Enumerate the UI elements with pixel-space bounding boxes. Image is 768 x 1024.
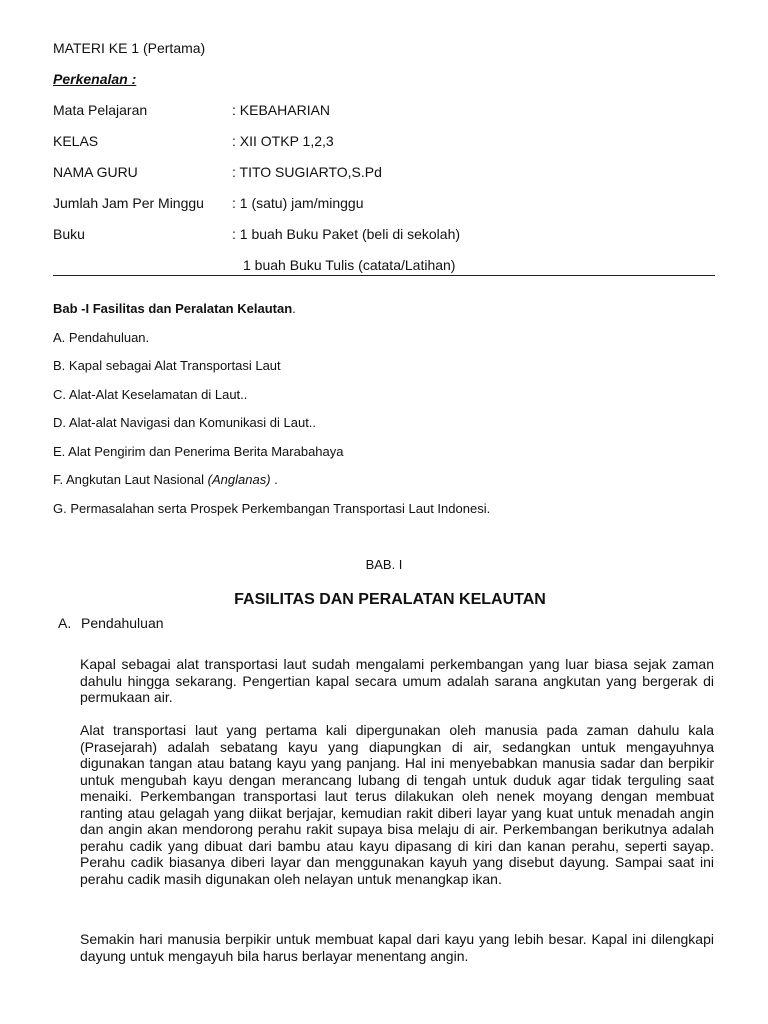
paragraph-1: Kapal sebagai alat transportasi laut sudah mengalami perkembangan yang luar biasa sejak zaman dahulu hingga sekarang. Pengertian kapal secara umum adalah sarana angkutan yang bergerak di permukaan air.: [80, 656, 714, 705]
toc-title-period: .: [292, 301, 296, 316]
toc-item-f-italic: (Anglanas): [207, 472, 271, 487]
info-value-buku-paket: : 1 buah Buku Paket (beli di sekolah): [232, 226, 461, 242]
toc-item-g: G. Permasalahan serta Prospek Perkembangan Transportasi Laut Indonesi.: [53, 501, 491, 516]
paragraph-3: Semakin hari manusia berpikir untuk membuat kapal dari kayu yang lebih besar. Kapal ini dilengkapi dayung untuk mengayuh bila harus berlayar menentang angin.: [80, 931, 714, 964]
toc-title-text: Bab -I Fasilitas dan Peralatan Kelautan: [53, 301, 293, 316]
toc-item: C. Alat-Alat Keselamatan di Laut..: [53, 387, 248, 402]
paragraph-2: Alat transportasi laut yang pertama kali dipergunakan oleh manusia pada zaman dahulu kala (Prasejarah) adalah sebatang kayu yang diapungkan di air, sedangkan untuk mengayuhnya digunakan tangan atau batang kayu yang panjang. Hal ini menyebabkan manusia sadar dan berpikir untuk mengubah kayu dengan merancang lubang di tengah untuk duduk agar tidak terguling saat menaiki. Perkembangan transportasi laut terus dilakukan oleh nenek moyang dengan membuat ranting atau gelagah yang diikat berjajar, kemudian rakit diberi layar yang kuat untuk menadah angin dan angin akan mendorong perahu rakit supaya bisa melaju di air. Perkembangan berikutnya adalah perahu cadik yang dibuat dari bambu atau kayu dipasang di kiri dan kanan perahu, seperti sayap. Perahu cadik biasanya diberi layar dan menggunakan kayuh yang disebut dayung. Sampai saat ini perahu cadik masih digunakan oleh nelayan untuk menangkap ikan.: [80, 722, 714, 887]
info-value-nama-guru: : TITO SUGIARTO,S.Pd: [232, 164, 382, 180]
info-value-buku-tulis: 1 buah Buku Tulis (catata/Latihan): [243, 257, 456, 273]
info-value-jumlah-jam: : 1 (satu) jam/minggu: [232, 195, 364, 211]
divider-line: [53, 275, 715, 276]
chapter-title: FASILITAS DAN PERALATAN KELAUTAN: [234, 591, 546, 608]
toc-item-f-suffix: .: [270, 472, 278, 487]
info-label-jumlah-jam: Jumlah Jam Per Minggu: [53, 195, 204, 211]
toc-item: D. Alat-alat Navigasi dan Komunikasi di Laut..: [53, 415, 317, 430]
info-value-kelas: : XII OTKP 1,2,3: [232, 133, 334, 149]
materi-heading: MATERI KE 1 (Pertama): [53, 40, 206, 56]
info-label-mata-pelajaran: Mata Pelajaran: [53, 102, 148, 118]
bab-label: BAB. I: [365, 557, 403, 572]
section-title: Pendahuluan: [81, 615, 164, 631]
section-letter: A.: [58, 615, 72, 631]
info-label-nama-guru: NAMA GURU: [53, 164, 138, 180]
toc-title: [53, 301, 296, 316]
toc-item-f-prefix: F. Angkutan Laut Nasional: [53, 472, 208, 487]
info-label-buku: Buku: [53, 226, 85, 242]
perkenalan-heading: Perkenalan :: [53, 71, 137, 87]
toc-item: E. Alat Pengirim dan Penerima Berita Marabahaya: [53, 444, 344, 459]
info-value-mata-pelajaran: : KEBAHARIAN: [232, 102, 331, 118]
toc-item: A. Pendahuluan.: [53, 330, 150, 345]
toc-item-f: [53, 472, 278, 487]
toc-item: B. Kapal sebagai Alat Transportasi Laut: [53, 358, 281, 373]
info-label-kelas: KELAS: [53, 133, 99, 149]
